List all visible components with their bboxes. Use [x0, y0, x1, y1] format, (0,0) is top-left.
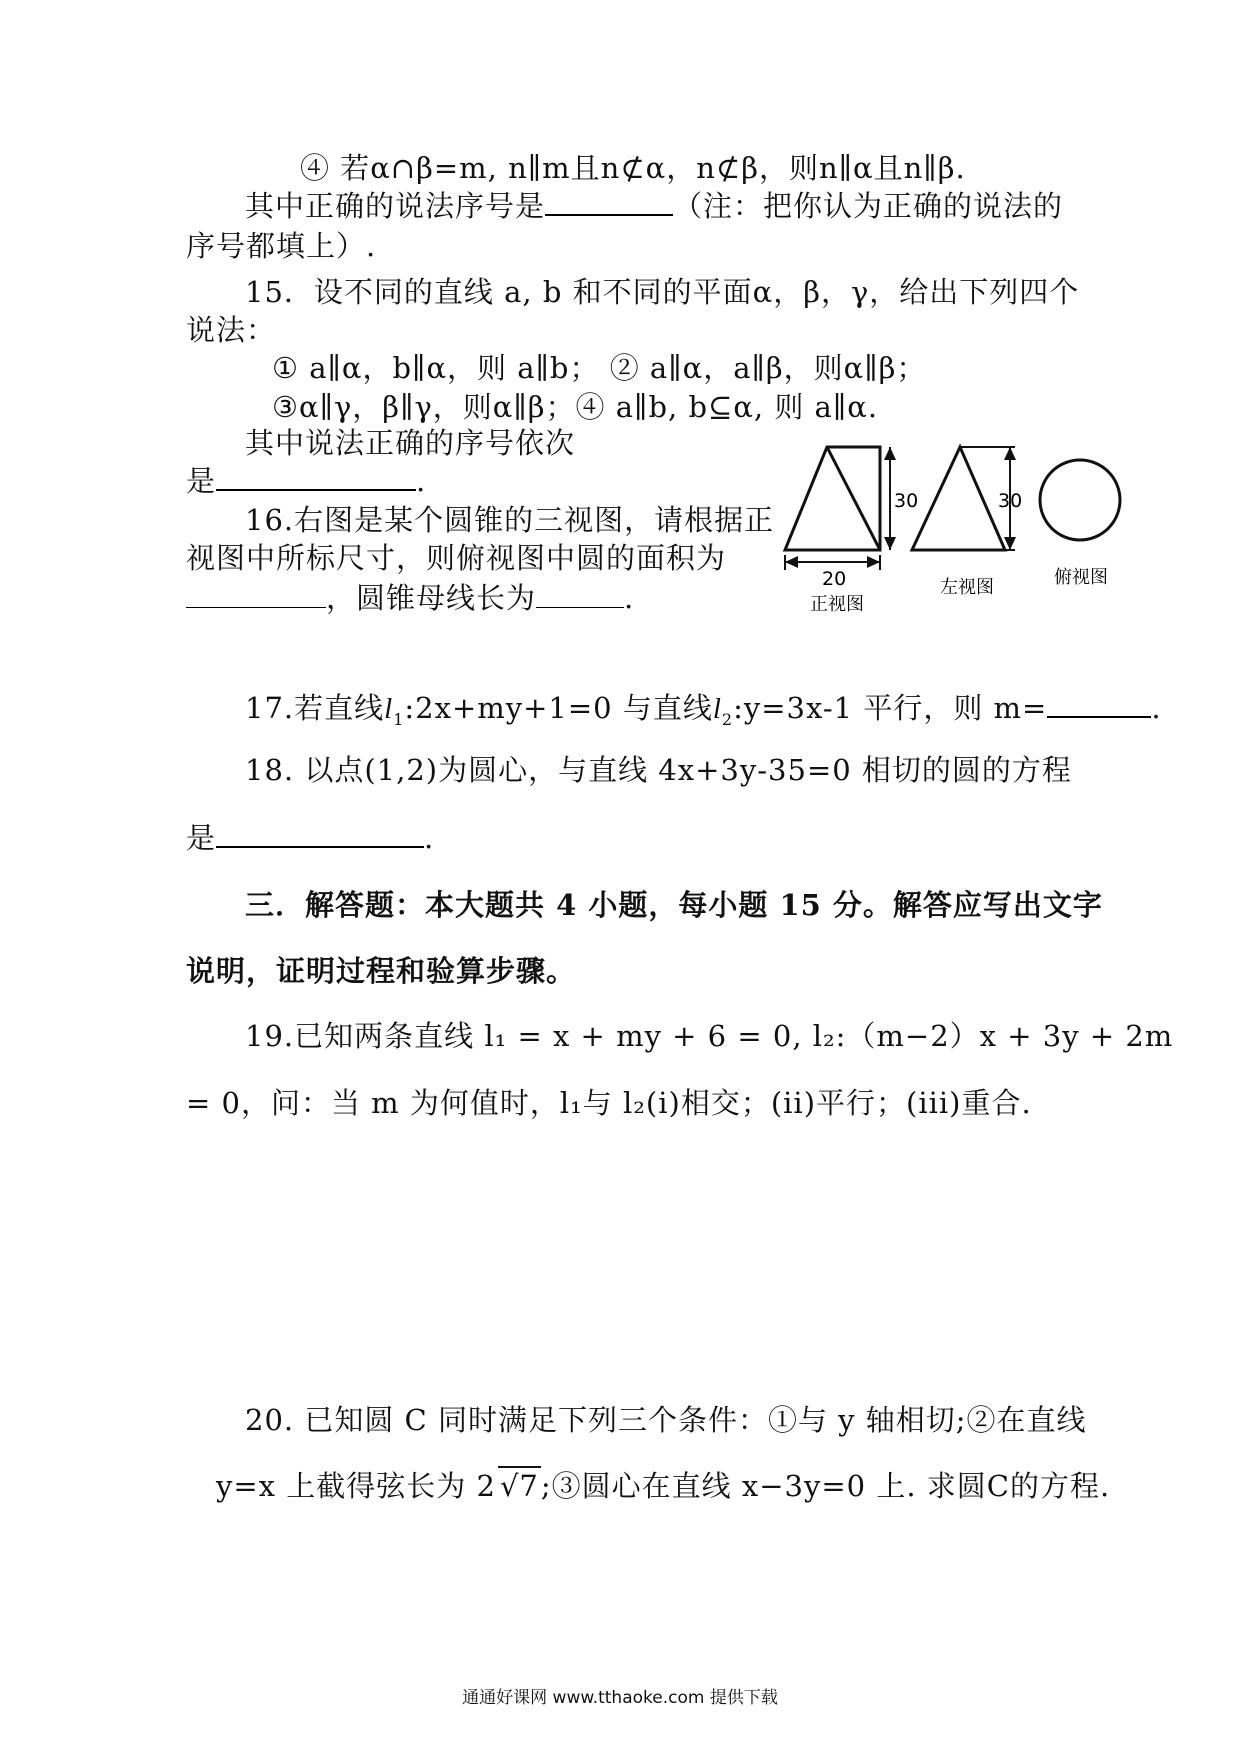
- front-height-label: 30: [894, 490, 919, 512]
- q15-stem-cont: 说法：: [186, 313, 277, 347]
- front-view-edge: [827, 447, 880, 550]
- q18-answer-blank[interactable]: [216, 820, 424, 848]
- q15-answer-end: .: [416, 464, 427, 498]
- q17-answer-blank[interactable]: [1047, 690, 1151, 718]
- top-view-circle: [1040, 460, 1120, 540]
- q16-stem: 16.右图是某个圆锥的三视图，请根据正: [245, 503, 775, 537]
- side-height-label: 30: [998, 490, 1023, 512]
- side-view: [912, 447, 1022, 598]
- q20-part-1: y=x 上截得弦长为 2: [216, 1469, 496, 1503]
- q20-stem-cont: [216, 1466, 1110, 1504]
- side-height-arrow-top: [1004, 447, 1016, 460]
- q14-answer-prompt: 其中正确的说法序号是: [245, 189, 546, 223]
- q19-stem-cont: = 0，问：当 m 为何值时，l₁与 l₂(i)相交；(ii)平行；(iii)重合.: [186, 1086, 1032, 1120]
- q16-slant-blank[interactable]: [536, 581, 624, 608]
- q20-part-2: ;③圆心在直线 x−3y=0 上. 求圆C的方程.: [540, 1469, 1111, 1503]
- front-width-arrow-right: [867, 556, 880, 568]
- q17-prefix: 17.若直线: [245, 691, 385, 725]
- q15-answer-label: 是: [186, 464, 217, 498]
- q20-sqrt: √7: [498, 1466, 541, 1504]
- q14-statement-4: ④ 若α∩β=m, n∥m且n⊄α，n⊄β，则n∥α且n∥β.: [300, 151, 966, 185]
- q15-stem: 15．设不同的直线 a, b 和不同的平面α，β，γ，给出下列四个: [245, 275, 1080, 309]
- q17-l1-sub: 1: [393, 709, 405, 729]
- q17-end: .: [1151, 691, 1162, 725]
- q17-l1-symbol: l: [384, 693, 394, 725]
- q19-stem: 19.已知两条直线 l₁ = x + my + 6 = 0, l₂:（m−2）x + 3y + 2m: [245, 1019, 1174, 1053]
- q18-answer-label: 是: [186, 821, 217, 855]
- side-view-outline: [912, 447, 1005, 550]
- top-view: [1040, 460, 1120, 588]
- q15-answer-prompt: 其中说法正确的序号依次: [245, 426, 576, 460]
- q15-answer-blank[interactable]: [216, 463, 416, 491]
- q16-area-blank[interactable]: [186, 581, 326, 608]
- front-view: [785, 447, 918, 615]
- q16-stem-cont: 视图中所标尺寸，则俯视图中圆的面积为: [186, 541, 727, 575]
- q17-l2-sub: 2: [721, 709, 734, 729]
- front-height-arrow-top: [884, 447, 896, 460]
- q14-answer-blank[interactable]: [545, 188, 673, 216]
- top-view-caption: 俯视图: [1054, 567, 1108, 588]
- q16-answer-label: ，圆锥母线长为: [326, 581, 537, 615]
- q18-answer-line: [186, 820, 434, 856]
- q14-answer-line: [245, 188, 1063, 224]
- q20-sqrt-value: 7: [519, 1469, 539, 1503]
- q14-note: （注：把你认为正确的说法的: [673, 189, 1064, 223]
- cone-three-views-figure: [770, 430, 1140, 630]
- front-view-outline: [785, 447, 880, 550]
- q15-answer-line: [186, 463, 426, 499]
- q17-suffix: :y=3x-1 平行，则 m=: [733, 691, 1048, 725]
- front-width-arrow-left: [785, 556, 798, 568]
- side-view-caption: 左视图: [940, 577, 994, 598]
- q17-mid: :2x+my+1=0 与直线: [404, 691, 713, 725]
- q20-stem: 20. 已知圆 C 同时满足下列三个条件：①与 y 轴相切;②在直线: [245, 1403, 1087, 1437]
- q18-answer-end: .: [424, 821, 435, 855]
- side-height-arrow-bottom: [1004, 537, 1016, 550]
- q15-options-2: ③α∥γ，β∥γ，则α∥β；④ a∥b, b⊆α, 则 a∥α.: [272, 390, 879, 424]
- front-width-label: 20: [822, 568, 847, 590]
- section-3-heading: 三．解答题：本大题共 4 小题，每小题 15 分。解答应写出文字: [245, 888, 1103, 922]
- q16-answer-line: [186, 580, 634, 616]
- q14-note-cont: 序号都填上）.: [186, 229, 377, 263]
- front-view-caption: 正视图: [810, 594, 864, 615]
- q18-stem: 18. 以点(1,2)为圆心，与直线 4x+3y-35=0 相切的圆的方程: [245, 753, 1072, 787]
- section-3-heading-cont: 说明，证明过程和验算步骤。: [186, 954, 577, 988]
- q15-options-1: ① a∥α，b∥α，则 a∥b； ② a∥α，a∥β，则α∥β；: [272, 351, 927, 385]
- front-height-arrow-bottom: [884, 537, 896, 550]
- q16-answer-end: .: [624, 581, 635, 615]
- q17-l2-symbol: l: [712, 693, 722, 725]
- q17-line: [245, 690, 1162, 738]
- page-footer: 通通好课网 www.tthaoke.com 提供下载: [462, 1688, 778, 1708]
